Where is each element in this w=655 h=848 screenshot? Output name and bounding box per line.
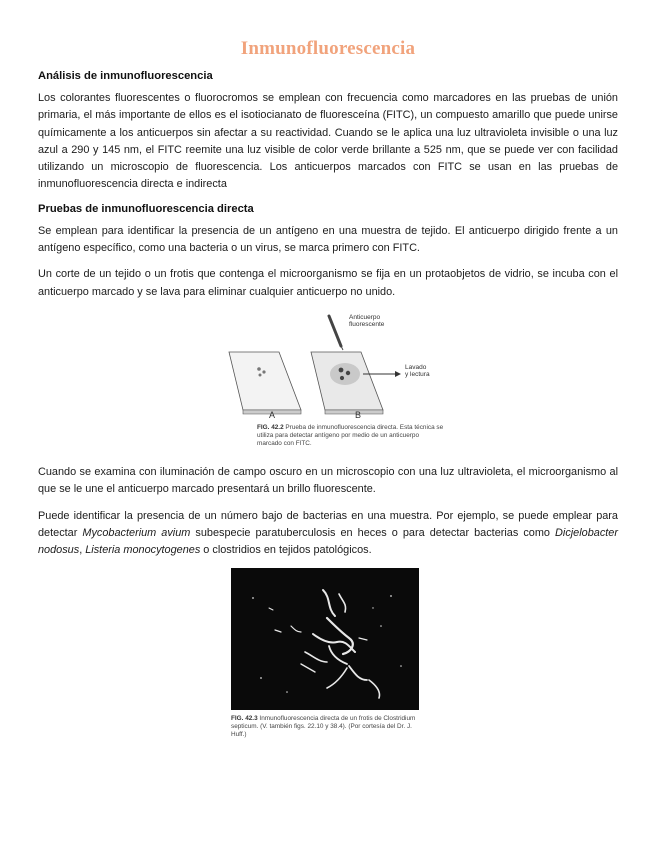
paragraph-analysis: Los colorantes fluorescentes o fluorocromos se emplean con frecuencia como marcadores en las pruebas de unión primaria, el más importante de ellos es el isotiocianato de fluoresceína (FITC), un compuesto amarillo que puede unirse químicamente a los anticuerpos sin afectar a su reactividad. Cuando se le aplica una luz ultravioleta invisible o una luz azul a 290 y 145 nm, el FITC reemite una luz visible de color verde brillante a 525 nm, que se puede ver con facilidad utilizando un microscopio de fluorescencia. Los anticuerpos marcados con FITC se usan en las pruebas de inmunofluorescencia directa e indirecta — [38, 92, 618, 191]
page-title: Inmunofluorescencia — [240, 38, 416, 59]
figure-caption-1 — [257, 424, 445, 448]
sample-dot — [259, 373, 262, 376]
label-antibody-1: Anticuerpo — [349, 313, 381, 321]
pipette-icon — [329, 316, 341, 346]
figure-clostridium — [231, 568, 421, 748]
sample-dot — [340, 376, 344, 380]
label-wash-2: y lectura — [405, 371, 430, 379]
label-antibody-2: fluorescente — [349, 321, 385, 329]
antibody-spot — [330, 363, 360, 385]
paragraph-applications: Puede identificar la presencia de un número bajo de bacterias en una muestra. Por ejemplo, se puede emplear para detectar Mycobacterium avium subespecie paratuberculosis en heces o para detectar bacterias como Dicjelobacter nodosus, Listeria monocytogenes o clostridios en tejidos patológicos. — [38, 509, 618, 557]
label-wash-1: Lavado — [405, 363, 427, 371]
figure-caption-1-number: FIG. 42.2 — [257, 423, 284, 431]
figure-caption-2-number: FIG. 42.3 — [231, 715, 258, 723]
figure-caption-2 — [231, 715, 421, 739]
paragraph-darkfield: Cuando se examina con iluminación de campo oscuro en un microscopio con una luz ultravioleta, el microorganismo al que se le une el anticuerpo marcado presentará un brillo fluorescente. — [38, 465, 618, 496]
figure-letter-a: A — [269, 409, 276, 420]
sample-dot — [257, 367, 261, 371]
figure-letter-b: B — [355, 409, 362, 420]
slide-a — [229, 352, 301, 410]
sample-dot — [339, 368, 344, 373]
paragraph-direct-2: Un corte de un tejido o un frotis que contenga el microorganismo se fija en un protaobjetos de vidrio, se incuba con el anticuerpo marcado y se lava para eliminar cualquier anticuerpo no unido. — [38, 268, 618, 298]
section-heading-analysis: Análisis de inmunofluorescencia — [38, 70, 213, 82]
sample-dot — [262, 370, 265, 373]
figure-direct-immunofluorescence — [221, 310, 451, 460]
figure-caption-1-text: Prueba de inmunofluorescencia directa. Esta técnica se utiliza para detectar antígeno por medio de un anticuerpo marcado con FITC. — [257, 423, 444, 447]
document-page — [38, 38, 618, 748]
paragraph-direct-1: Se emplean para identificar la presencia de un antígeno en una muestra de tejido. El anticuerpo dirigido frente a un antígeno específico, como una bacteria o un virus, se marca primero con FITC. — [38, 224, 618, 255]
figure-caption-2-text: Inmunofluorescencia directa de un frotis de Clostridium septicum. (V. también figs. 22.10 y 38.4). (Por cortesía del Dr. J. Huff.) — [231, 715, 416, 739]
section-heading-direct: Pruebas de inmunofluorescencia directa — [38, 202, 254, 215]
fluorescence-micrograph — [231, 568, 419, 710]
sample-dot — [346, 371, 350, 375]
